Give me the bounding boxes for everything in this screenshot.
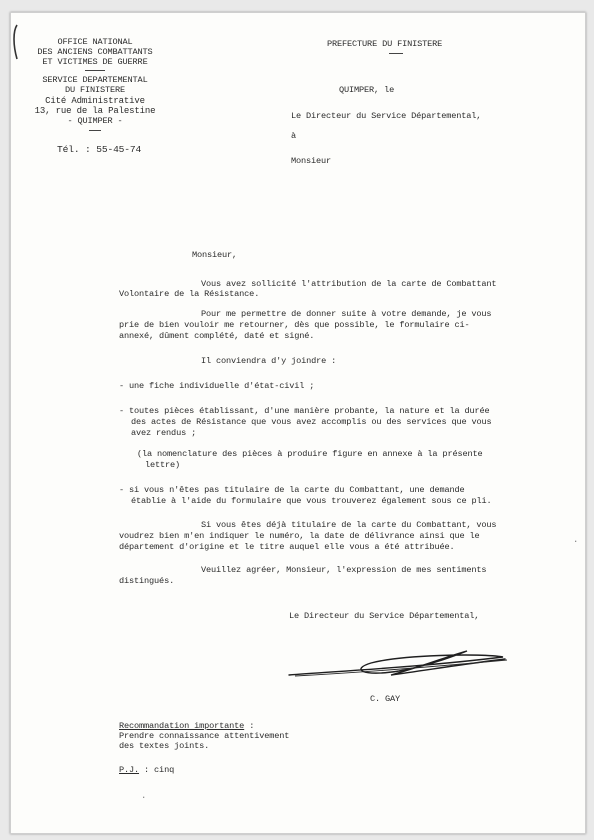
address-divider [89,130,101,131]
paragraph-5-line2: distingués. [119,576,175,586]
address-line2: 13, rue de la Palestine [34,106,156,116]
recommendation-heading-text: Recommandation importante [119,721,245,731]
prefecture-divider [389,53,403,54]
salutation: Monsieur, [192,250,238,260]
recipient: Monsieur [291,156,332,166]
bullet-2-line3: avez rendus ; [131,428,197,438]
paragraph-1-line2: Volontaire de la Résistance. [119,289,260,299]
office-name: OFFICE NATIONAL [57,37,133,47]
address-line1: Cité Administrative [45,96,145,106]
address-city: - QUIMPER - [67,116,123,126]
bullet-2-line1: - toutes pièces établissant, d'une manière probante, la nature et la durée [119,406,490,416]
enclosures-label: P.J. [119,765,140,775]
paragraph-2-line3: annexé, dûment complété, daté et signé. [119,331,315,341]
scan-speck-2: · [141,793,147,803]
enclosures [119,765,174,775]
closing-title: Le Directeur du Service Départemental, [289,611,480,621]
phone-number: Tél. : 55-45-74 [57,144,142,155]
recommendation-colon: : [244,721,255,731]
recommendation-heading [119,721,254,731]
staple-mark [11,23,21,63]
prefecture-title: PREFECTURE DU FINISTERE [327,39,443,49]
signatory-name: C. GAY [370,694,401,704]
paragraph-3: Il conviendra d'y joindre : [201,356,337,366]
bullet-2-note-line1: (la nomenclature des pièces à produire figure en annexe à la présente [137,449,483,459]
header-divider [85,70,105,71]
office-name-line2: DES ANCIENS COMBATTANTS [37,47,153,57]
recommendation-line1: Prendre connaissance attentivement [119,731,290,741]
signature [281,641,511,683]
letter-page [10,12,586,834]
recommendation-line2: des textes joints. [119,741,210,751]
bullet-2-note-line2: lettre) [145,460,181,470]
scan-speck: · [573,537,579,547]
enclosures-value: : cinq [139,765,175,775]
sender-title: Le Directeur du Service Départemental, [291,111,482,121]
bullet-1: - une fiche individuelle d'état-civil ; [119,381,315,391]
paragraph-4-line1: Si vous êtes déjà titulaire de la carte du Combattant, vous [201,520,497,530]
place-date: QUIMPER, le [339,85,395,95]
paragraph-4-line2: voudrez bien m'en indiquer le numéro, la date de délivrance ainsi que le [119,531,480,541]
paragraph-5-line1: Veuillez agréer, Monsieur, l'expression de mes sentiments [201,565,487,575]
paragraph-2-line2: prie de bien vouloir me retourner, dès que possible, le formulaire ci- [119,320,470,330]
paragraph-2-line1: Pour me permettre de donner suite à votre demande, je vous [201,309,492,319]
bullet-3-line2: établie à l'aide du formulaire que vous trouverez également sous ce pli. [131,496,492,506]
office-name-line3: ET VICTIMES DE GUERRE [42,57,148,67]
to-word: à [291,131,297,141]
service-name-line2: DU FINISTERE [64,85,126,95]
paragraph-1-line1: Vous avez sollicité l'attribution de la carte de Combattant [201,279,497,289]
bullet-3-line1: - si vous n'êtes pas titulaire de la carte du Combattant, une demande [119,485,465,495]
bullet-2-line2: des actes de Résistance que vous avez accomplis ou des services que vous [131,417,492,427]
paragraph-4-line3: département d'origine et le titre auquel elle vous a été attribuée. [119,542,455,552]
service-name: SERVICE DEPARTEMENTAL [42,75,148,85]
